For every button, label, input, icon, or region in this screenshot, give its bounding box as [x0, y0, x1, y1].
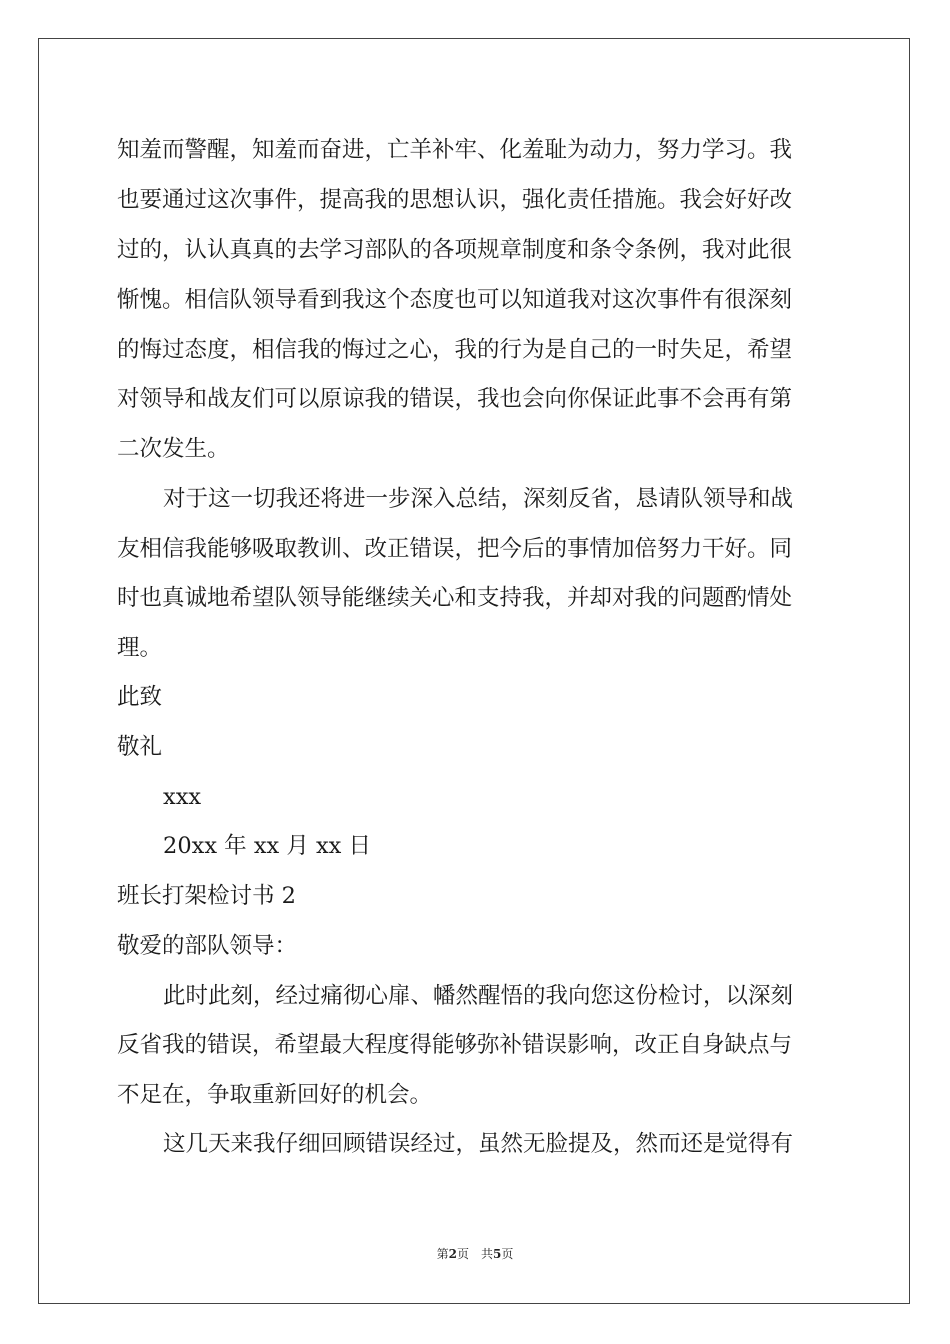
text-line: 友相信我能够吸取教训、改正错误，把今后的事情加倍努力干好。同 [117, 536, 793, 562]
closing-salutation: 此致 [117, 684, 163, 710]
page-footer [0, 1245, 950, 1262]
text-line: 惭愧。相信队领导看到我这个态度也可以知道我对这次事件有很深刻 [117, 287, 793, 313]
page-prefix: 第 [436, 1247, 449, 1261]
text-line: 不足在，争取重新回好的机会。 [117, 1082, 433, 1108]
text-line: 时也真诚地希望队领导能继续关心和支持我，并却对我的问题酌情处 [117, 585, 793, 611]
signature-name: xxx [163, 784, 202, 810]
page-total: 5 [493, 1247, 502, 1261]
page-mid: 页 共 [456, 1247, 493, 1261]
text-line: 的悔过态度，相信我的悔过之心，我的行为是自己的一时失足，希望 [117, 337, 793, 363]
text-line: 对领导和战友们可以原谅我的错误，我也会向你保证此事不会再有第 [117, 386, 793, 412]
text-line: 知羞而警醒，知羞而奋进，亡羊补牢、化羞耻为动力，努力学习。我 [117, 137, 793, 163]
signature-date: 20xx 年 xx 月 xx 日 [163, 833, 372, 859]
page-border [38, 38, 910, 1304]
greeting: 敬爱的部队领导： [117, 933, 298, 959]
paragraph-start: 这几天来我仔细回顾错误经过，虽然无脸提及，然而还是觉得有 [163, 1131, 794, 1157]
text-line: 反省我的错误，希望最大程度得能够弥补错误影响，改正自身缺点与 [117, 1032, 793, 1058]
closing-regards: 敬礼 [117, 734, 163, 760]
text-line: 也要通过这次事件，提高我的思想认识，强化责任措施。我会好好改 [117, 187, 793, 213]
text-line: 过的，认认真真的去学习部队的各项规章制度和条令条例，我对此很 [117, 237, 793, 263]
text-line: 理。 [117, 635, 163, 661]
section-title: 班长打架检讨书 2 [117, 883, 296, 909]
page-suffix: 页 [501, 1247, 514, 1261]
paragraph-start: 对于这一切我还将进一步深入总结，深刻反省，恳请队领导和战 [163, 486, 794, 512]
page-current: 2 [448, 1247, 457, 1261]
paragraph-start: 此时此刻，经过痛彻心扉、幡然醒悟的我向您这份检讨，以深刻 [163, 983, 794, 1009]
text-line: 二次发生。 [117, 436, 230, 462]
